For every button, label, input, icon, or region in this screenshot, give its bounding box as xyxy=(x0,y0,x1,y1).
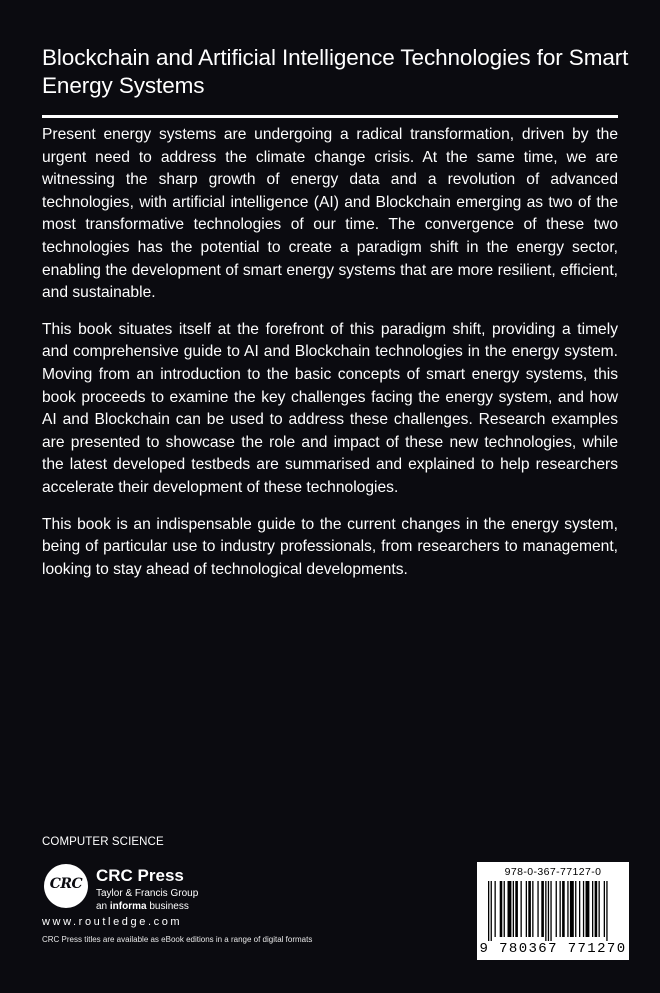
barcode-bar xyxy=(532,881,533,937)
barcode-bar xyxy=(586,881,590,937)
barcode-bar xyxy=(515,881,518,937)
informa-name: informa xyxy=(109,901,147,912)
barcode-bar xyxy=(575,881,576,937)
barcode-bar xyxy=(548,881,549,941)
barcode-bar xyxy=(541,881,544,937)
barcode-bar xyxy=(599,881,600,937)
title-divider xyxy=(42,115,618,118)
barcode-bar xyxy=(537,881,538,937)
barcode-bar xyxy=(579,881,580,937)
informa-prefix: an xyxy=(96,901,108,912)
barcode-bar xyxy=(570,881,574,937)
publisher-parent xyxy=(96,901,189,912)
crc-logo-text: CRC xyxy=(49,876,83,892)
barcode-bar xyxy=(562,881,565,937)
barcode-bar xyxy=(550,881,551,941)
publisher-website[interactable]: www.routledge.com xyxy=(42,916,183,928)
barcode-bar xyxy=(504,881,505,937)
barcode-icon xyxy=(482,879,624,941)
barcode-bar xyxy=(606,881,607,941)
barcode-bar xyxy=(508,881,512,937)
barcode-bar xyxy=(545,881,546,941)
isbn-barcode-box xyxy=(477,862,629,960)
barcode-bar xyxy=(567,881,568,937)
publisher-group: Taylor & Francis Group xyxy=(96,888,199,899)
barcode-bar xyxy=(592,881,593,937)
crc-logo-icon xyxy=(44,864,88,908)
description-paragraph: This book situates itself at the forefront of this paradigm shift, providing a timely and comprehensive guide to AI and Blockchain technologies in the energy system. Moving from an introduction to the basic concepts of smart energy systems, this book proceeds to examine the key challenges facing the energy system, and how AI and Blockchain can be used to address these challenges. Research examples are presented to showcase the role and impact of these new technologies, while the latest developed testbeds are summarised and explained to help researchers accelerate their development of these technologies. xyxy=(42,320,618,496)
informa-suffix: business xyxy=(149,901,189,912)
barcode-bar xyxy=(488,881,489,941)
ebook-note: CRC Press titles are available as eBook editions in a range of digital formats xyxy=(42,935,313,944)
book-title: Blockchain and Artificial Intelligence Technologies for Smart Energy Systems xyxy=(42,45,629,98)
publisher-name: CRC Press xyxy=(96,866,184,885)
barcode-bar xyxy=(604,881,605,937)
barcode-bar xyxy=(500,881,503,937)
description-paragraph: This book is an indispensable guide to the current changes in the energy system, being of particular use to industry professionals, from researchers to management, looking to stay ahead of technological developments. xyxy=(42,515,618,578)
description-paragraph: Present energy systems are undergoing a radical transformation, driven by the urgent need to address the climate change crisis. At the same time, we are witnessing the sharp growth of energy data and a revolution of advanced technologies, with artificial intelligence (AI) and Blockchain emerging as two of the most transformative technologies of our time. The convergence of these two technologies has the potential to create a paradigm shift in the energy sector, enabling the development of smart energy systems that are more resilient, efficient, and sustainable. xyxy=(42,126,618,302)
book-description xyxy=(42,124,618,595)
barcode-bar xyxy=(495,881,496,937)
publisher-logo xyxy=(44,862,244,914)
subject-category: COMPUTER SCIENCE xyxy=(42,836,164,848)
barcode-bar xyxy=(556,881,557,937)
barcode-bar xyxy=(528,881,531,937)
barcode-bar xyxy=(491,881,492,941)
barcode-bar xyxy=(521,881,522,937)
barcode-bar xyxy=(595,881,598,937)
barcode-bar xyxy=(513,881,514,937)
barcode-bar xyxy=(583,881,584,937)
barcode-bar xyxy=(526,881,527,937)
barcode-bar xyxy=(560,881,561,937)
isbn-digits: 9 780367 771270 xyxy=(479,941,627,957)
isbn-label: 978-0-367-77127-0 xyxy=(504,866,602,878)
